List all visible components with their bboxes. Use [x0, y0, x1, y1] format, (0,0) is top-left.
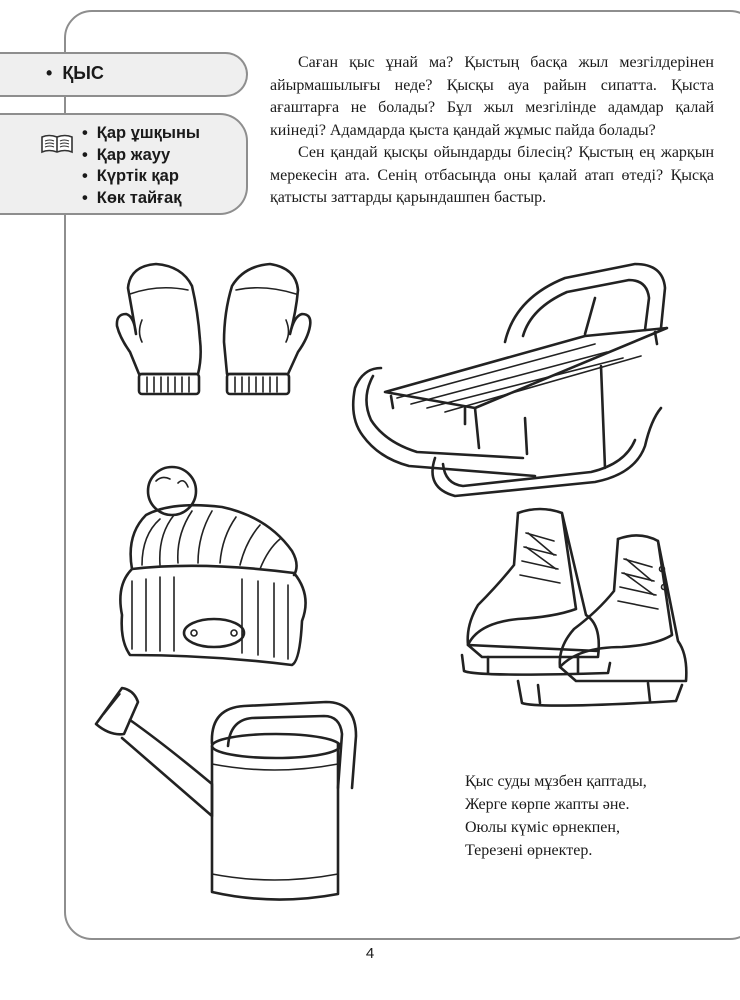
- vocabulary-item: • Қар жауу: [82, 145, 200, 167]
- poem: [465, 770, 647, 862]
- poem-line: Оюлы күміс өрнекпен,: [465, 819, 620, 836]
- poem-line: Жерге көрпе жапты әне.: [465, 796, 630, 813]
- topic-tab: [0, 52, 248, 97]
- page-number: 4: [365, 945, 375, 962]
- topic-title: • ҚЫС: [46, 63, 104, 83]
- vocabulary-tab: [0, 113, 248, 215]
- watering-can-icon: [94, 684, 376, 914]
- vocabulary-item: • Көк тайғақ: [82, 188, 200, 210]
- vocabulary-list: [82, 123, 200, 209]
- mittens-icon: [92, 262, 337, 404]
- ice-skates-icon: [458, 505, 688, 715]
- poem-line: Қыс суды мұзбен қаптады,: [465, 773, 647, 790]
- topic-title-text: ҚЫС: [62, 63, 104, 83]
- sled-icon: [345, 258, 690, 498]
- intro-text: [270, 52, 714, 210]
- vocabulary-item: • Күртік қар: [82, 166, 200, 188]
- vocabulary-item: • Қар ұшқыны: [82, 123, 200, 145]
- winter-hat-icon: [112, 465, 322, 675]
- intro-paragraph: Саған қыс ұнай ма? Қыстың басқа жыл мезгілдерінен айырмашылығы неде? Қысқы ауа райын сипатта. Қыста ағаштарға не болады? Бұл жыл мезгілінде адамдар қалай киінеді? Адамдарда қыста қандай жұмыс пайда болады?: [270, 54, 714, 139]
- poem-line: Терезені өрнектер.: [465, 842, 593, 859]
- intro-paragraph: Сен қандай қысқы ойындарды білесің? Қыстың ең жарқын мерекесін ата. Сенің отбасыңда оны қалай атап өтеді? Қысқа қатысты заттарды қарындашпен бастыр.: [270, 144, 714, 206]
- open-book-icon: [40, 133, 74, 155]
